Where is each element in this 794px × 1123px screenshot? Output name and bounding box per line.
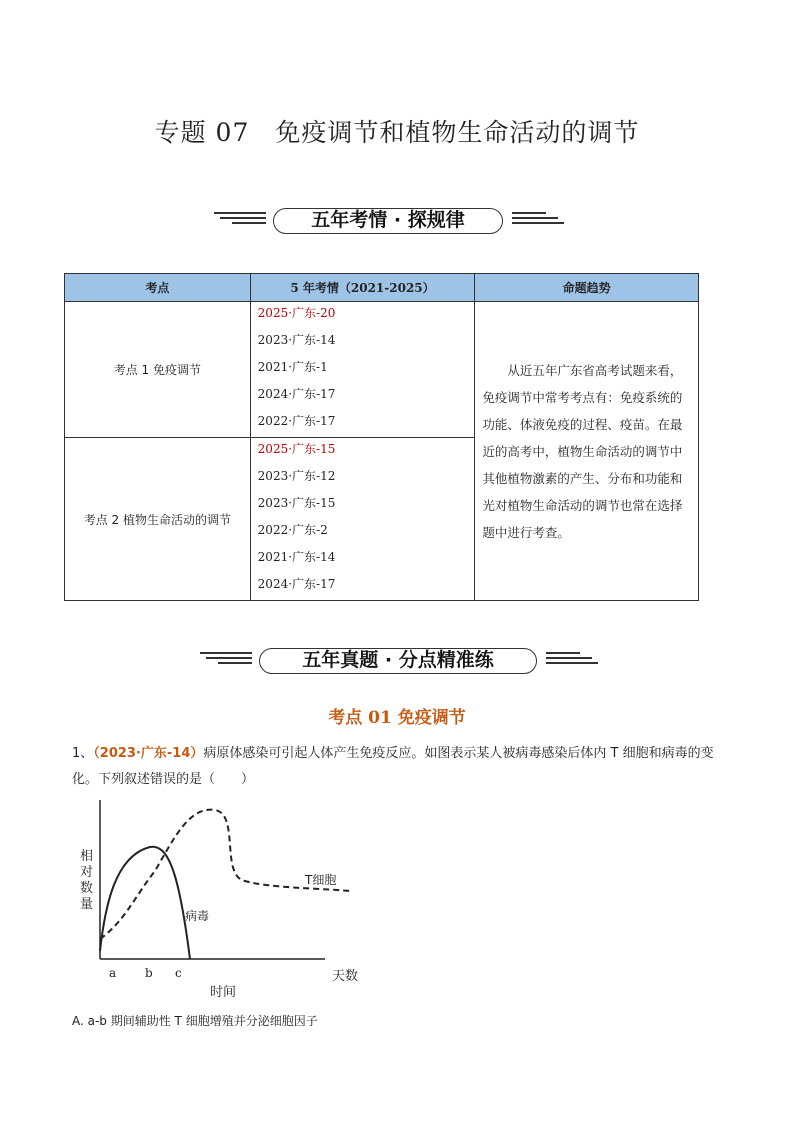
banner-decoration-right	[512, 212, 564, 226]
banner-decoration-left	[200, 652, 252, 666]
x-axis-label: 时间	[210, 985, 237, 1000]
banner-decoration-right	[546, 652, 598, 666]
header-years: 5 年考情（2021-2025）	[250, 274, 475, 302]
year-entry: 2022·广东-17	[257, 414, 336, 428]
tick-label-b: b	[145, 966, 153, 980]
cell-trend: 从近五年广东省高考试题来看，免疫调节中常考考点有：免疫系统的功能、体液免疫的过程、疫苗。在最近的高考中，植物生命活动的调节中其他植物激素的产生、分布和功能和光对植物生命活动的调节也常在选择题中进行考查。	[475, 302, 699, 601]
section-banner-2	[0, 646, 794, 676]
header-topic: 考点	[65, 274, 251, 302]
ylabel-char-4: 量	[80, 897, 94, 912]
tick-label-a: a	[109, 966, 117, 980]
banner-label: 五年真题 · 分点精准练	[259, 648, 537, 674]
table-header-row	[65, 274, 699, 302]
year-entry: 2021·广东-1	[257, 360, 328, 374]
immune-chart	[70, 796, 380, 1004]
cell-topic: 考点 1 免疫调节	[65, 302, 251, 438]
question-1	[72, 741, 732, 793]
banner-decoration-left	[214, 212, 266, 226]
x-unit-label: 天数	[332, 969, 359, 984]
banner-label: 五年考情 · 探规律	[273, 208, 503, 234]
cell-years	[250, 302, 475, 438]
cell-years	[250, 438, 475, 601]
series-label-virus: 病毒	[185, 909, 210, 923]
question-source: （2023·广东-14）	[93, 746, 204, 761]
year-entry: 2023·广东-12	[257, 469, 336, 483]
year-entry: 2021·广东-14	[257, 550, 336, 564]
question-number: 1、	[72, 746, 94, 761]
year-entry: 2022·广东-2	[257, 523, 328, 537]
ylabel-char-3: 数	[80, 881, 94, 896]
year-entry: 2025·广东-20	[257, 306, 336, 320]
section-banner-1	[0, 206, 794, 236]
series-label-tcell: T细胞	[305, 873, 337, 887]
year-entry: 2024·广东-17	[257, 387, 336, 401]
ylabel-char-1: 相	[80, 849, 94, 864]
table-row	[65, 302, 699, 438]
cell-topic: 考点 2 植物生命活动的调节	[65, 438, 251, 601]
ylabel-char-2: 对	[80, 865, 94, 880]
option-a: A. a-b 期间辅助性 T 细胞增殖并分泌细胞因子	[72, 1014, 318, 1028]
header-trend: 命题趋势	[475, 274, 699, 302]
page-title: 专题 07 免疫调节和植物生命活动的调节	[154, 118, 640, 147]
series-virus	[100, 847, 190, 959]
question-text: 病原体感染可引起人体产生免疫反应。如图表示某人被病毒感染后体内 T 细胞和病毒的变化。下列叙述错误的是（ ）	[72, 746, 714, 787]
year-entry: 2024·广东-17	[257, 577, 336, 591]
section-title: 考点 01 免疫调节	[328, 708, 466, 728]
year-entry: 2025·广东-15	[257, 442, 336, 456]
year-entry: 2023·广东-15	[257, 496, 336, 510]
tick-label-c: c	[175, 966, 182, 980]
overview-table	[64, 273, 699, 601]
year-entry: 2023·广东-14	[257, 333, 336, 347]
